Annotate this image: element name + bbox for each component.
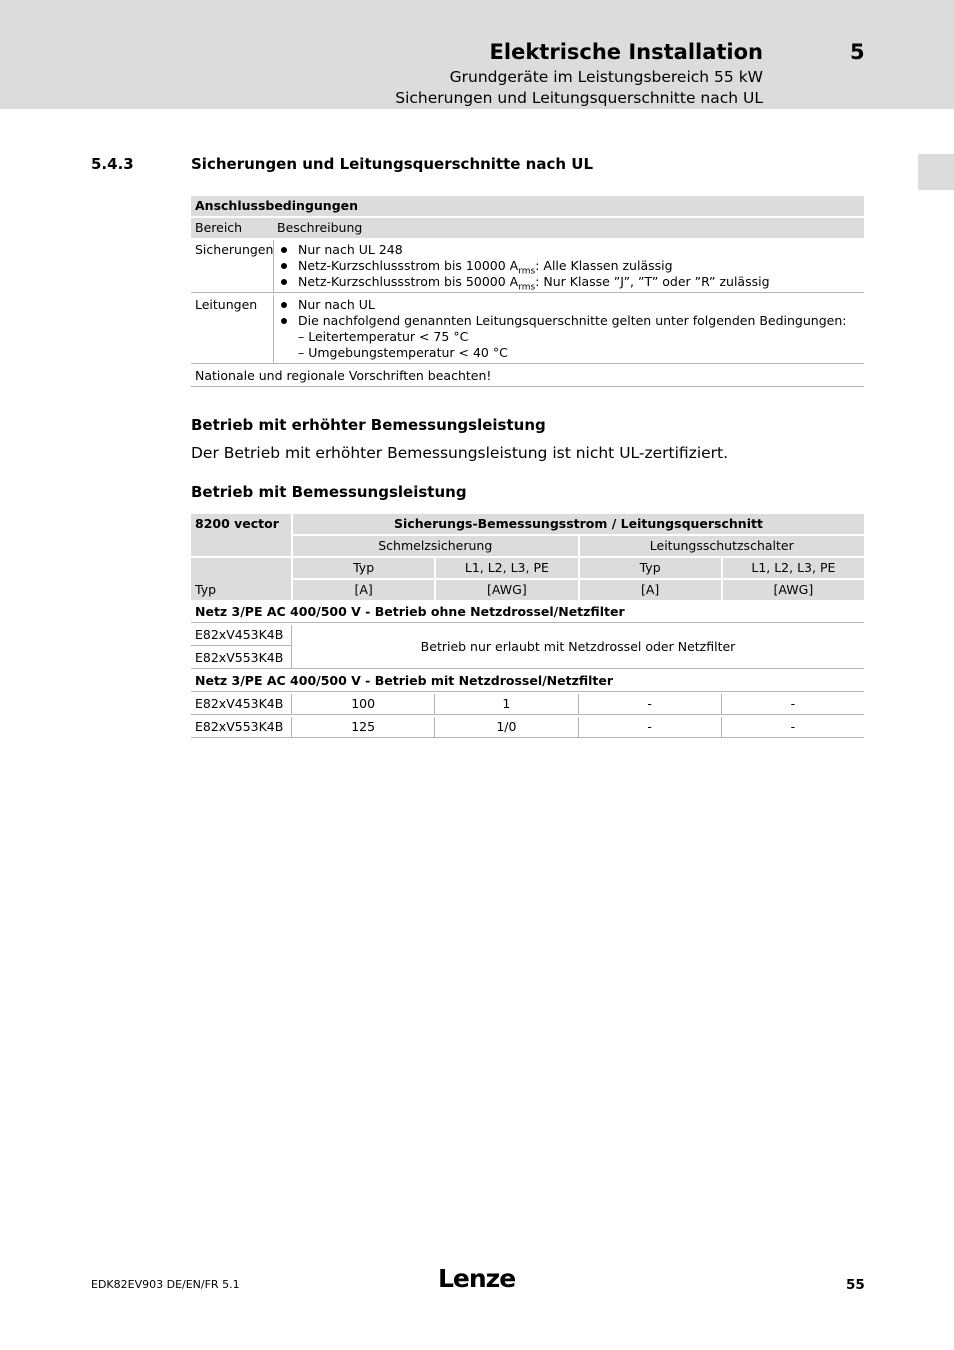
h-fuse-l: L1, L2, L3, PE (434, 558, 577, 578)
breaker-cross-section: - (721, 694, 864, 715)
section-without-choke: Netz 3/PE AC 400/500 V - Betrieb ohne Netzdrossel/Netzfilter (191, 602, 864, 623)
rating-unit-row (191, 580, 864, 600)
lenze-logo: Lenze (438, 1264, 516, 1293)
conditions-table (191, 194, 864, 389)
sub-header-breaker: Leitungsschutzschalter (578, 536, 865, 556)
h-cb-l: L1, L2, L3, PE (721, 558, 864, 578)
fuses-row (191, 240, 864, 293)
conditions-title-row (191, 196, 864, 216)
sub-header-fuse: Schmelzsicherung (291, 536, 578, 556)
cables-bullet-1: Nur nach UL (278, 297, 860, 313)
col-beschreibung: Beschreibung (273, 218, 864, 238)
fuses-bullet-1: Nur nach UL 248 (278, 242, 860, 258)
page-title: Elektrische Installation (489, 40, 763, 64)
rating-header-row-3 (191, 558, 864, 578)
section-with-choke: Netz 3/PE AC 400/500 V - Betrieb mit Netzdrossel/Netzfilter (191, 671, 864, 692)
unit-cb-a: [A] (578, 580, 721, 600)
fuses-label: Sicherungen (191, 240, 273, 293)
table-row (191, 717, 864, 738)
fuses-bullet-2 (278, 258, 860, 277)
device-type: E82xV453K4B (191, 625, 291, 646)
cables-description (273, 295, 864, 364)
fuses-bullet-2-text: Netz-Kurzschlussstrom bis 10000 A (298, 258, 519, 273)
breaker-cross-section: - (721, 717, 864, 738)
page-number: 55 (846, 1277, 865, 1293)
fuses-bullet-3-rest: : Nur Klasse ”J”, ”T” oder ”R” zulässig (535, 274, 770, 289)
increased-rating-heading: Betrieb mit erhöhter Bemessungsleistung (191, 416, 546, 434)
unit-fuse-a: [A] (291, 580, 434, 600)
h-fuse-typ: Typ (291, 558, 434, 578)
section-row-2 (191, 671, 864, 692)
rating-table (191, 512, 864, 740)
rms-subscript: rms (518, 282, 536, 293)
fuse-cross-section: 1 (434, 694, 577, 715)
page-subtitle-1: Grundgeräte im Leistungsbereich 55 kW (449, 68, 763, 86)
fuse-cross-section: 1/0 (434, 717, 577, 738)
operation-note: Betrieb nur erlaubt mit Netzdrossel oder Netzfilter (291, 625, 864, 669)
rating-header-row-1 (191, 514, 864, 534)
page-subtitle-2: Sicherungen und Leitungsquerschnitte nach UL (395, 89, 763, 107)
cables-label: Leitungen (191, 295, 273, 364)
unit-cb-awg: [AWG] (721, 580, 864, 600)
fuse-current: 125 (291, 717, 434, 738)
breaker-current: - (578, 717, 721, 738)
rating-header-row-2 (191, 536, 864, 556)
rated-power-heading: Betrieb mit Bemessungsleistung (191, 483, 467, 501)
table-row (191, 625, 864, 646)
document-id: EDK82EV903 DE/EN/FR 5.1 (91, 1278, 240, 1291)
device-type: E82xV553K4B (191, 648, 291, 669)
table-row (191, 694, 864, 715)
cables-row (191, 295, 864, 364)
device-type: E82xV453K4B (191, 694, 291, 715)
rms-subscript: rms (518, 266, 536, 277)
fuses-description (273, 240, 864, 293)
fuses-bullet-2-rest: : Alle Klassen zulässig (535, 258, 673, 273)
chapter-number: 5 (850, 40, 865, 64)
section-number: 5.4.3 (91, 155, 134, 173)
row-type-label: Typ (191, 558, 291, 600)
fuses-bullet-3 (278, 274, 860, 293)
unit-fuse-awg: [AWG] (434, 580, 577, 600)
col-bereich: Bereich (191, 218, 273, 238)
chapter-tab-marker (918, 154, 954, 190)
fuse-current: 100 (291, 694, 434, 715)
breaker-current: - (578, 694, 721, 715)
device-type: E82xV553K4B (191, 717, 291, 738)
note-row (191, 366, 864, 387)
col-group-header: Sicherungs-Bemessungsstrom / Leitungsquerschnitt (291, 514, 864, 534)
section-title: Sicherungen und Leitungsquerschnitte nach UL (191, 155, 594, 173)
conditions-header-row (191, 218, 864, 238)
cables-bullet-2: Die nachfolgend genannten Leitungsquerschnitte gelten unter folgenden Bedingungen: (278, 313, 860, 329)
cables-dash-1: – Leitertemperatur < 75 °C (298, 329, 469, 344)
col-device: 8200 vector (191, 514, 291, 556)
regulations-note: Nationale und regionale Vorschriften beachten! (191, 366, 864, 387)
h-cb-typ: Typ (578, 558, 721, 578)
fuses-bullet-3-text: Netz-Kurzschlussstrom bis 50000 A (298, 274, 519, 289)
cables-dash-2: – Umgebungstemperatur < 40 °C (298, 345, 508, 360)
conditions-title: Anschlussbedingungen (191, 196, 864, 216)
section-row-1 (191, 602, 864, 623)
increased-rating-text: Der Betrieb mit erhöhter Bemessungsleistung ist nicht UL-zertifiziert. (191, 444, 729, 462)
